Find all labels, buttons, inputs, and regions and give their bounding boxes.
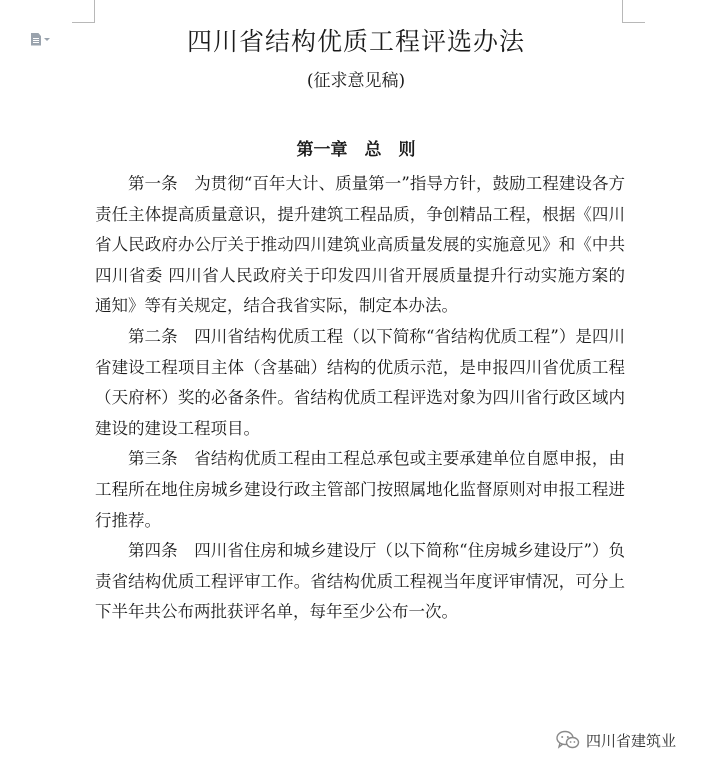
document-subtitle: (征求意见稿) bbox=[306, 71, 406, 91]
document-body bbox=[95, 169, 625, 628]
wechat-icon bbox=[556, 730, 580, 750]
chapter-heading: 第一章 总 则 bbox=[296, 140, 416, 160]
watermark-text: 四川省建筑业 bbox=[586, 731, 677, 750]
article-4: 第四条 四川省住房和城乡建设厅（以下简称“住房城乡建设厅”）负责省结构优质工程评审工作。省结构优质工程视当年度评审情况，可分上下半年共公布两批获评名单，每年至少公布一次。 bbox=[95, 541, 625, 622]
document-title: 四川省结构优质工程评选办法 bbox=[186, 27, 525, 56]
account-watermark bbox=[556, 728, 676, 752]
article-2: 第二条 四川省结构优质工程（以下简称“省结构优质工程”）是四川省建设工程项目主体（含基础）结构的优质示范，是申报四川省优质工程（天府杯）奖的必备条件。省结构优质工程评选对象为四川省行政区域内建设的建设工程项目。 bbox=[95, 326, 625, 438]
article-1: 第一条 为贯彻“百年大计、质量第一”指导方针，鼓励工程建设各方责任主体提高质量意识，提升建筑工程品质，争创精品工程，根据《四川省人民政府办公厅关于推动四川建筑业高质量发展的实施意见》和《中共四川省委 四川省人民政府关于印发四川省开展质量提升行动实施方案的通知》等有关规定，结合我省实际，制定本办法。 bbox=[95, 174, 625, 316]
crop-mark-top-left bbox=[72, 0, 95, 23]
article-3: 第三条 省结构优质工程由工程总承包或主要承建单位自愿申报，由工程所在地住房城乡建设行政主管部门按照属地化监督原则对申报工程进行推荐。 bbox=[95, 449, 625, 530]
crop-mark-top-right bbox=[622, 0, 645, 23]
